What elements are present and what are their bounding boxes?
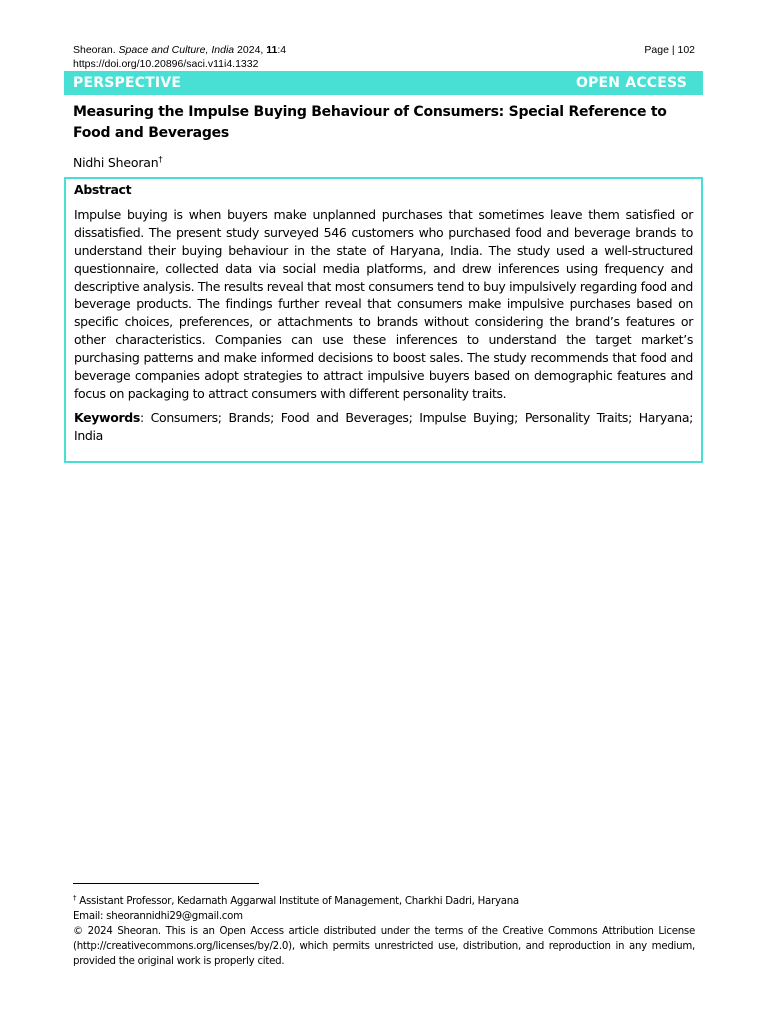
license-notice: © 2024 Sheoran. This is an Open Access article distributed under the terms of the Creative Commons Attribution License (http://creativecommons.org/licenses/by/2.0), which permits unrestricted use, distribution, and reproduction in any medium, provided the original work is properly cited. bbox=[73, 926, 695, 967]
citation-year: 2024, bbox=[237, 44, 264, 56]
author-footnote-mark: † bbox=[158, 155, 163, 164]
abstract-box bbox=[64, 177, 703, 463]
author-email[interactable]: Email: sheorannidhi29@gmail.com bbox=[73, 911, 243, 922]
citation-line bbox=[73, 43, 286, 57]
affiliation-text: Assistant Professor, Kedarnath Aggarwal Institute of Management, Charkhi Dadri, Haryana bbox=[76, 896, 519, 907]
abstract-heading: Abstract bbox=[74, 182, 132, 197]
keywords-list: : Consumers; Brands; Food and Beverages; Impulse Buying; Personality Traits; Haryana; India bbox=[74, 409, 693, 443]
abstract-text: Impulse buying is when buyers make unplanned purchases that sometimes leave them satisfied or dissatisfied. The present study surveyed 546 customers who purchased food and beverage brands to understand their buying behaviour in the state of Haryana, India. The study used a well-structured questionnaire, collected data via social media platforms, and drew inferences using frequency and descriptive analysis. The results reveal that most consumers tend to buy impulsively regarding food and beverage products. The findings further reveal that consumers make impulsive purchases based on specific choices, preferences, or attachments to brands without considering the brand’s features or other characteristics. Companies can use these inferences to understand the target market’s purchasing patterns and make informed decisions to boost sales. The study recommends that food and beverage companies adopt strategies to attract impulsive buyers based on demographic features and focus on packaging to attract consumers with different personality traits. bbox=[74, 206, 693, 401]
citation-journal: Space and Culture, India bbox=[118, 44, 235, 56]
footnotes bbox=[73, 891, 695, 969]
citation-author: Sheoran. bbox=[73, 44, 116, 56]
page-number: Page | 102 bbox=[644, 44, 695, 56]
author-name: Nidhi Sheoran bbox=[73, 155, 159, 170]
keywords bbox=[74, 409, 693, 445]
citation-issue: :4 bbox=[277, 44, 287, 56]
article-title: Measuring the Impulse Buying Behaviour of Consumers: Special Reference to Food and Beverages bbox=[73, 104, 667, 141]
footnote-divider bbox=[73, 883, 259, 884]
affiliation-footnote bbox=[73, 891, 695, 909]
doi-link[interactable]: https://doi.org/10.20896/saci.v11i4.1332 bbox=[73, 58, 259, 70]
running-header bbox=[73, 43, 695, 71]
article-type-label: PERSPECTIVE bbox=[73, 75, 182, 91]
citation-volume: 11 bbox=[266, 44, 278, 56]
keywords-label: Keywords bbox=[74, 409, 140, 425]
open-access-label: OPEN ACCESS bbox=[575, 75, 687, 91]
author-line bbox=[73, 151, 162, 172]
article-type-banner bbox=[64, 71, 703, 95]
footnote-mark: † bbox=[73, 894, 77, 902]
